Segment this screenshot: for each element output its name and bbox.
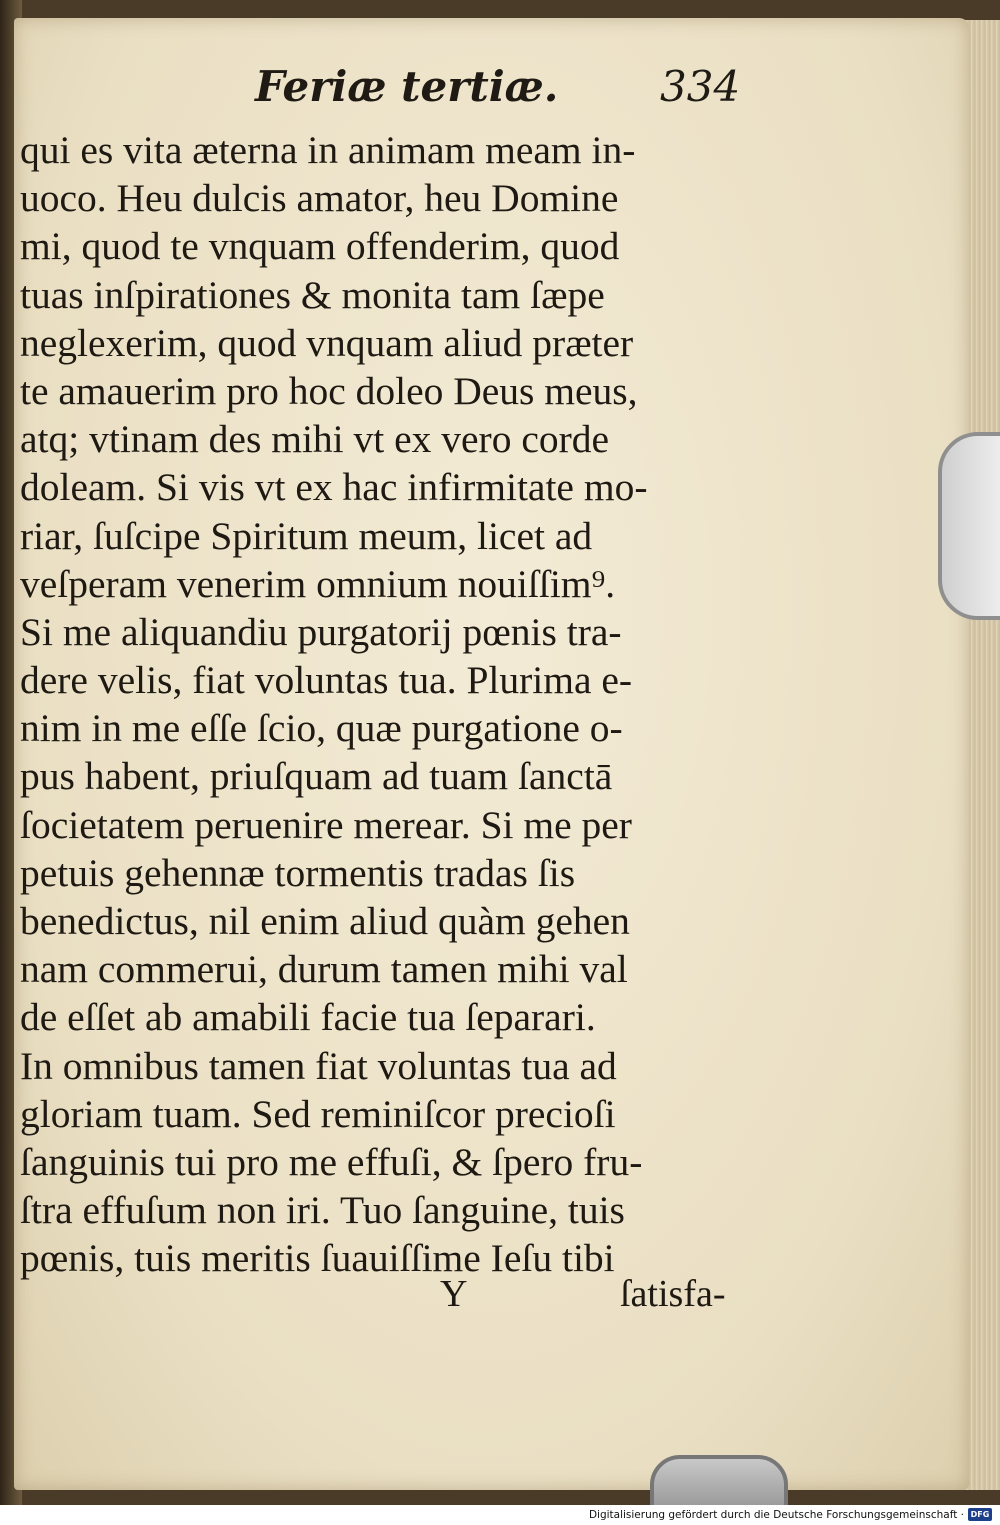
text-line: veſperam venerim omnium nouiſſim⁹. [20, 561, 616, 606]
text-line: Si me aliquandiu purgatorij pœnis tra- [20, 609, 622, 654]
text-line: ſanguinis tui pro me effuſi, & ſpero fru- [20, 1139, 643, 1184]
page-header [0, 62, 1000, 122]
text-line: qui es vita æterna in animam meam in- [20, 128, 636, 172]
text-line: mi, quod te vnquam offenderim, quod [20, 224, 620, 269]
text-line: pus habent, priuſquam ad tuam ſanctā [20, 754, 613, 799]
text-line: tuas inſpirationes & monita tam ſæpe [20, 272, 605, 317]
text-line: gloriam tuam. Sed reminiſcor precioſi [20, 1091, 616, 1136]
text-line: de eſſet ab amabili facie tua ſeparari. [20, 995, 596, 1040]
funding-credit: Digitalisierung gefördert durch die Deutsche Forschungsgemeinschaft · [588, 1509, 964, 1521]
text-line: ſocietatem peruenire merear. Si me per [20, 802, 632, 847]
text-line: atq; vtinam des mihi vt ex vero corde [20, 417, 610, 462]
text-line: pœnis, tuis meritis ſuauiſſime Ieſu tibi [20, 1236, 615, 1281]
text-line: dere velis, fiat voluntas tua. Plurima e- [20, 658, 633, 703]
signature-mark: Y [440, 1273, 468, 1315]
text-line: doleam. Si vis vt ex hac infirmitate mo- [20, 465, 648, 510]
text-line: te amauerim pro hoc doleo Deus meus, [20, 368, 638, 413]
text-line: neglexerim, quod vnquam aliud præter [20, 320, 634, 365]
running-head: Feriæ tertiæ. [255, 62, 559, 111]
dfg-logo-icon: DFG [968, 1508, 992, 1521]
catchword: ſatisfa- [620, 1273, 726, 1315]
text-line: uoco. Heu dulcis amator, heu Domine [20, 176, 619, 221]
text-line: petuis gehennæ tormentis tradas ſis [20, 850, 576, 895]
side-clasp [938, 432, 1000, 620]
page-foot [0, 1272, 1000, 1322]
bottom-clasp [650, 1455, 788, 1505]
text-line: benedictus, nil enim aliud quàm gehen [20, 899, 630, 943]
digitization-footer [0, 1505, 1000, 1525]
text-line: ſtra effuſum non iri. Tuo ſanguine, tuis [20, 1188, 625, 1233]
body-text [20, 126, 755, 1283]
text-line: riar, ſuſcipe Spiritum meum, licet ad [20, 513, 593, 558]
text-line: In omnibus tamen fiat voluntas tua ad [20, 1043, 617, 1088]
text-line: nim in me eſſe ſcio, quæ purgatione o- [20, 706, 623, 751]
text-line: nam commerui, durum tamen mihi val [20, 947, 628, 992]
page-number: 334 [660, 62, 741, 111]
